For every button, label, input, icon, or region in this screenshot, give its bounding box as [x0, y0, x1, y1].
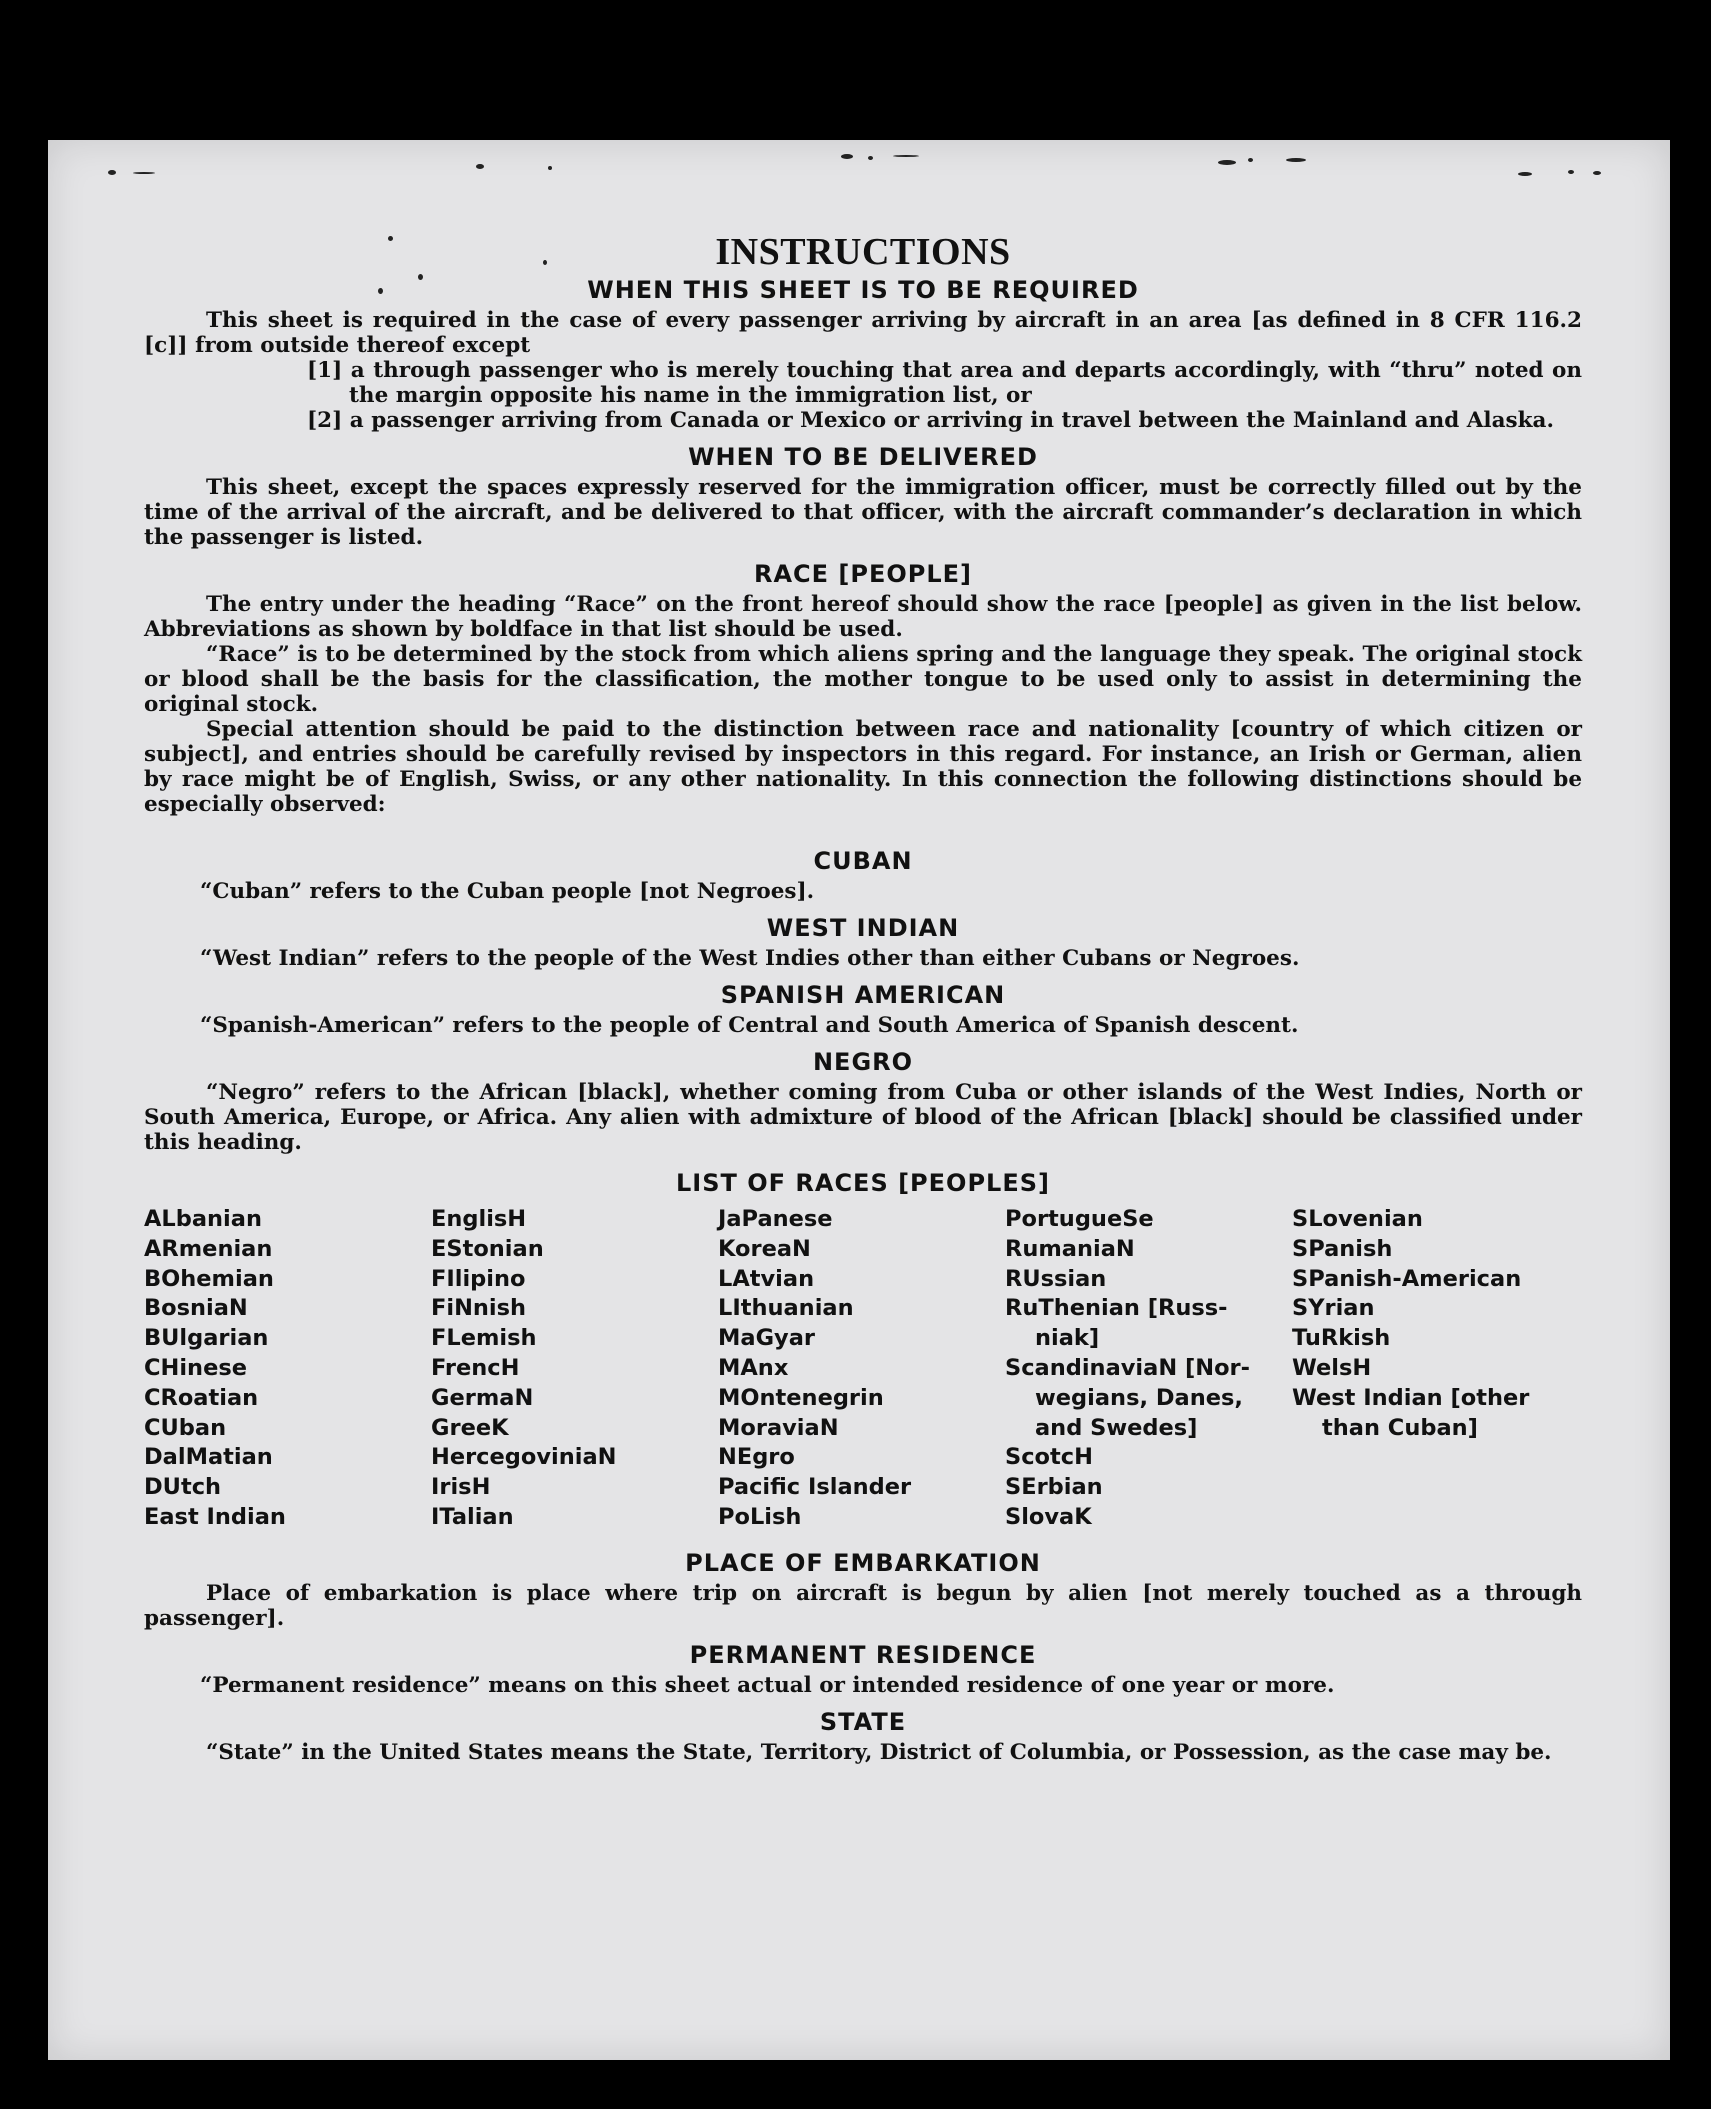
- race-entry: East Indian: [144, 1503, 286, 1530]
- race-entry: ITalian: [431, 1503, 514, 1530]
- race-entry: GreeK: [431, 1414, 509, 1441]
- required-item-1: [1] a through passenger who is merely touching that area and departs accordingly, with “thru” noted on the margin opposite his name in the immigration list, or: [307, 358, 1582, 408]
- scan-mark: [1568, 170, 1574, 174]
- race-entry: FLemish: [431, 1325, 537, 1352]
- race-entry: WelsH: [1292, 1354, 1372, 1381]
- heading-state: STATE: [819, 1707, 907, 1736]
- cuban-text: “Cuban” refers to the Cuban people [not Negroes].: [200, 879, 815, 904]
- page-title: INSTRUCTIONS: [715, 231, 1011, 273]
- race-entry: RUssian: [1005, 1265, 1107, 1292]
- race-paragraph-1: The entry under the heading “Race” on the front hereof should show the race [people] as given in the list below. Abbreviations as shown by boldface in that list should be used.: [144, 592, 1582, 642]
- race-entry-continued: and Swedes]: [1035, 1414, 1198, 1441]
- heading-cuban: CUBAN: [813, 847, 913, 875]
- scan-mark: [108, 170, 116, 175]
- race-entry: KoreaN: [718, 1235, 811, 1262]
- race-entry: FiNnish: [431, 1295, 527, 1322]
- required-item-2: [2] a passenger arriving from Canada or Mexico or arriving in travel between the Mainland and Alaska.: [307, 408, 1554, 433]
- race-entry: FIlipino: [431, 1265, 526, 1292]
- race-entry: RumaniaN: [1005, 1235, 1135, 1262]
- scan-mark: [841, 154, 853, 159]
- scan-mark: [1248, 158, 1253, 162]
- spanish-american-text: “Spanish-American” refers to the people of Central and South America of Spanish descent.: [200, 1013, 1299, 1038]
- race-entry: JaPanese: [718, 1206, 833, 1232]
- race-entry: FrencH: [431, 1354, 520, 1381]
- race-entry: Pacific Islander: [718, 1474, 912, 1501]
- heading-permanent-residence: PERMANENT RESIDENCE: [689, 1640, 1037, 1669]
- race-column-1: [144, 1205, 431, 1533]
- scan-mark: [893, 155, 919, 157]
- document-sheet: [48, 140, 1670, 2060]
- race-entry: BosniaN: [144, 1295, 248, 1322]
- race-column-2: [431, 1205, 718, 1533]
- heading-negro: NEGRO: [812, 1048, 914, 1076]
- race-entry: DalMatian: [144, 1444, 273, 1471]
- scan-mark: [1518, 172, 1532, 176]
- race-entry: BUlgarian: [144, 1325, 269, 1352]
- race-entry: BOhemian: [144, 1265, 274, 1292]
- race-entry: LAtvian: [718, 1265, 815, 1292]
- state-text: “State” in the United States means the State, Territory, District of Columbia, or Possession, as the case may be.: [206, 1739, 1552, 1765]
- race-entry-continued: wegians, Danes,: [1035, 1384, 1243, 1411]
- race-entry: ALbanian: [144, 1206, 262, 1232]
- race-entry: MoraviaN: [718, 1414, 839, 1441]
- race-entry-continued: than Cuban]: [1322, 1414, 1478, 1441]
- race-list: [144, 1205, 1582, 1533]
- heading-place-of-embarkation: PLACE OF EMBARKATION: [685, 1548, 1041, 1577]
- race-entry: SPanish-American: [1292, 1265, 1522, 1292]
- race-column-4: [1005, 1205, 1292, 1533]
- heading-when-delivered: WHEN TO BE DELIVERED: [688, 443, 1038, 471]
- race-entry: West Indian [other: [1292, 1384, 1530, 1411]
- race-entry: PoLish: [718, 1503, 802, 1530]
- race-paragraph-3: Special attention should be paid to the distinction between race and nationality [country of which citizen or subject], and entries should be carefully revised by inspectors in this regard. For instance, an Irish or German, alien by race might be of English, Swiss, or any other nationality. In this connection the following distinctions should be especially observed:: [144, 717, 1582, 817]
- negro-text: “Negro” refers to the African [black], whether coming from Cuba or other islands of the West Indies, North or South America, Europe, or Africa. Any alien with admixture of blood of the African [black] should be classified under this heading.: [144, 1080, 1582, 1155]
- race-entry: NEgro: [718, 1444, 795, 1471]
- scan-mark: [133, 172, 155, 174]
- residence-text: “Permanent residence” means on this sheet actual or intended residence of one year or more.: [200, 1672, 1335, 1698]
- heading-race: RACE [PEOPLE]: [753, 560, 973, 588]
- race-entry: MaGyar: [718, 1325, 815, 1352]
- race-entry: MAnx: [718, 1354, 789, 1381]
- race-entry: SYrian: [1292, 1295, 1375, 1322]
- race-entry: EStonian: [431, 1235, 544, 1262]
- race-entry: ScandinaviaN [Nor-: [1005, 1354, 1250, 1381]
- race-entry: SPanish: [1292, 1235, 1393, 1262]
- heading-list-of-races: LIST OF RACES [PEOPLES]: [676, 1169, 1050, 1197]
- scan-mark: [476, 164, 484, 169]
- race-entry: TuRkish: [1292, 1325, 1391, 1352]
- race-entry: ARmenian: [144, 1235, 273, 1262]
- west-indian-text: “West Indian” refers to the people of the West Indies other than either Cubans or Negroes.: [200, 946, 1300, 971]
- race-entry: EnglisH: [431, 1206, 527, 1232]
- race-entry: HercegoviniaN: [431, 1444, 617, 1471]
- race-entry: RuThenian [Russ-: [1005, 1295, 1228, 1322]
- race-entry: LIthuanian: [718, 1295, 854, 1322]
- scan-mark: [548, 166, 552, 170]
- race-entry-continued: niak]: [1035, 1325, 1100, 1352]
- race-entry: SLovenian: [1292, 1206, 1423, 1232]
- race-entry: CRoatian: [144, 1384, 259, 1411]
- race-column-3: [718, 1205, 1005, 1533]
- race-entry: GermaN: [431, 1384, 534, 1411]
- race-paragraph-2: “Race” is to be determined by the stock from which aliens spring and the language they speak. The original stock or blood shall be the basis for the classification, the mother tongue to be used only to assist in determining the original stock.: [144, 642, 1582, 717]
- heading-when-required: WHEN THIS SHEET IS TO BE REQUIRED: [587, 276, 1139, 304]
- embarkation-text: Place of embarkation is place where trip on aircraft is begun by alien [not merely touched as a through passenger].: [144, 1580, 1582, 1631]
- race-entry: IrisH: [431, 1474, 491, 1501]
- race-entry: ScotcH: [1005, 1444, 1093, 1471]
- scan-mark: [868, 156, 873, 160]
- heading-west-indian: WEST INDIAN: [766, 914, 960, 942]
- race-entry: CUban: [144, 1414, 227, 1441]
- race-entry: DUtch: [144, 1474, 222, 1501]
- scan-mark: [1286, 158, 1306, 162]
- race-entry: SlovaK: [1005, 1503, 1092, 1530]
- race-entry: SErbian: [1005, 1474, 1103, 1501]
- race-entry: MOntenegrin: [718, 1384, 884, 1411]
- race-column-5: [1292, 1205, 1579, 1533]
- race-entry: PortugueSe: [1005, 1206, 1154, 1232]
- race-entry: CHinese: [144, 1354, 247, 1381]
- delivered-text: This sheet, except the spaces expressly reserved for the immigration officer, must be correctly filled out by the time of the arrival of the aircraft, and be delivered to that officer, with the aircraft commander’s declaration in which the passenger is listed.: [144, 475, 1582, 550]
- required-intro: This sheet is required in the case of every passenger arriving by aircraft in an area [as defined in 8 CFR 116.2 [c]] from outside thereof except: [144, 308, 1582, 358]
- instructions-content: [144, 230, 1582, 1765]
- scan-mark: [1218, 160, 1236, 165]
- scan-mark: [1593, 171, 1601, 175]
- heading-spanish-american: SPANISH AMERICAN: [720, 981, 1006, 1009]
